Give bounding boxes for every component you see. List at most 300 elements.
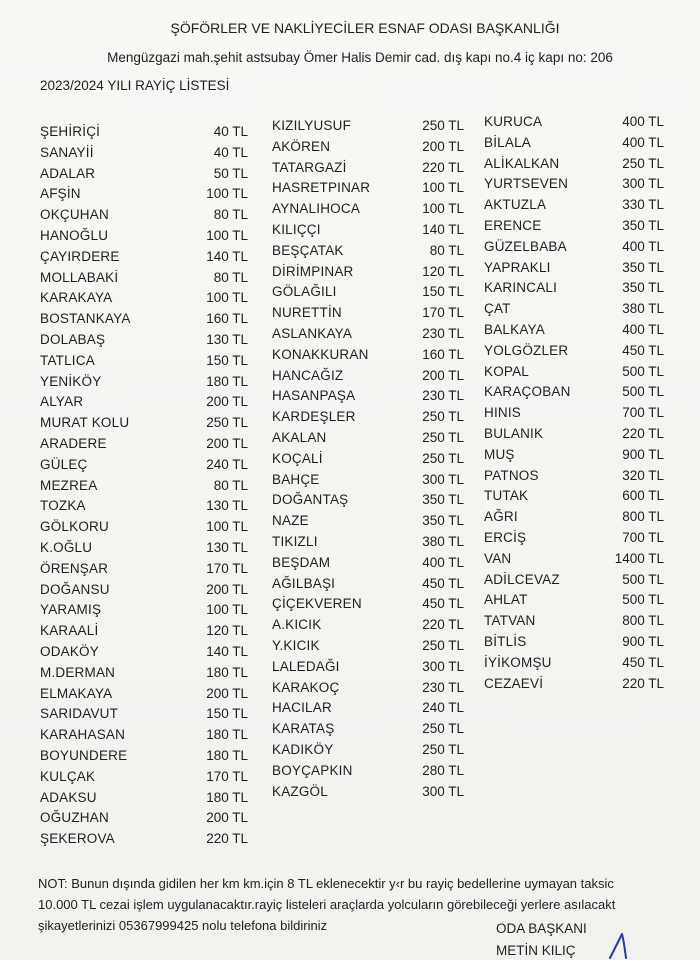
price-row [272, 428, 464, 449]
place-name: YAPRAKLI [484, 259, 551, 275]
price-row [40, 434, 248, 455]
price-row [484, 299, 664, 320]
place-price: 450 TL [422, 575, 464, 591]
place-name: NURETTİN [272, 305, 342, 321]
place-price: 100 TL [206, 602, 248, 618]
place-price: 200 TL [206, 685, 248, 701]
place-price: 100 TL [206, 519, 248, 535]
price-row [484, 195, 664, 216]
place-price: 180 TL [206, 789, 248, 805]
price-row [40, 122, 248, 143]
price-row [40, 205, 248, 226]
place-name: YOLGÖZLER [484, 342, 569, 358]
place-name: ŞEHİRİÇİ [40, 124, 101, 139]
price-row [272, 740, 464, 761]
place-price: 180 TL [206, 373, 248, 389]
place-price: 180 TL [206, 664, 248, 680]
place-name: KULÇAK [40, 768, 96, 784]
place-name: ALİKALKAN [484, 155, 560, 171]
place-price: 140 TL [206, 248, 248, 264]
place-name: BULANIK [484, 425, 544, 441]
price-row [272, 262, 464, 283]
price-row [40, 392, 248, 413]
place-name: TUTAK [484, 488, 529, 504]
price-row [272, 407, 464, 428]
price-row [40, 767, 248, 788]
place-name: ERENCE [484, 217, 542, 233]
place-name: AKÖREN [272, 138, 331, 154]
place-price: 40 TL [213, 144, 248, 160]
price-row [272, 532, 464, 553]
place-price: 330 TL [622, 197, 664, 213]
place-price: 220 TL [206, 831, 248, 847]
place-name: DOLABAŞ [40, 331, 106, 347]
place-name: YENİKÖY [40, 373, 102, 389]
price-row [484, 549, 664, 570]
place-name: HASRETPINAR [272, 180, 371, 196]
price-row [484, 611, 664, 632]
place-price: 350 TL [622, 280, 664, 296]
place-price: 250 TL [422, 741, 464, 757]
place-name: SANAYİİ [40, 144, 94, 160]
place-name: DİRİMPINAR [272, 263, 354, 279]
place-name: LALEDAĞI [272, 658, 340, 674]
place-name: TATARGAZİ [272, 159, 347, 175]
place-price: 300 TL [422, 783, 464, 799]
place-name: YURTSEVEN [484, 176, 569, 192]
place-name: ERCİŞ [484, 529, 527, 545]
place-name: HANOĞLU [40, 227, 109, 243]
price-row [484, 278, 664, 299]
signature-mark-icon [600, 930, 640, 960]
place-price: 400 TL [622, 134, 664, 150]
price-row [40, 455, 248, 476]
place-name: KARAKOÇ [272, 679, 340, 695]
price-row [272, 220, 464, 241]
price-row [484, 590, 664, 611]
place-price: 600 TL [622, 488, 664, 504]
place-name: BEŞÇATAK [272, 242, 344, 258]
place-price: 120 TL [206, 623, 248, 639]
price-row [272, 761, 464, 782]
price-row [40, 788, 248, 809]
signature-name: METİN KILIÇ [496, 943, 576, 958]
place-price: 250 TL [206, 415, 248, 431]
place-name: BALKAYA [484, 321, 545, 337]
place-name: OĞUZHAN [40, 810, 109, 826]
place-name: KARAHASAN [40, 727, 126, 743]
place-name: GÜLEÇ [40, 456, 88, 472]
place-price: 280 TL [422, 762, 464, 778]
signature-title: ODA BAŞKANI [496, 921, 587, 936]
price-row [40, 642, 248, 663]
place-name: PATNOS [484, 467, 539, 483]
price-row [272, 366, 464, 387]
price-row [40, 164, 248, 185]
place-price: 250 TL [422, 409, 464, 425]
place-name: BEŞDAM [272, 554, 331, 570]
price-row [40, 143, 248, 164]
place-name: ADAKSU [40, 789, 97, 805]
place-price: 300 TL [422, 658, 464, 674]
place-name: TATLICA [40, 352, 95, 368]
price-row [40, 413, 248, 434]
place-price: 170 TL [206, 560, 248, 576]
price-row [272, 199, 464, 220]
price-row [40, 580, 248, 601]
place-name: HINIS [484, 405, 522, 421]
price-row [40, 621, 248, 642]
price-column-2 [272, 116, 464, 802]
price-row [272, 324, 464, 345]
place-price: 500 TL [622, 571, 664, 587]
place-price: 140 TL [422, 221, 464, 237]
place-price: 400 TL [422, 554, 464, 570]
price-row [40, 288, 248, 309]
price-row [272, 553, 464, 574]
place-price: 180 TL [206, 747, 248, 763]
place-price: 220 TL [622, 425, 664, 441]
place-name: MEZREA [40, 477, 98, 493]
place-price: 320 TL [622, 467, 664, 483]
place-price: 450 TL [622, 654, 664, 670]
place-name: MURAT KOLU [40, 415, 130, 431]
place-price: 50 TL [213, 165, 248, 181]
place-price: 250 TL [622, 155, 664, 171]
price-row [40, 538, 248, 559]
place-name: AKALAN [272, 429, 327, 445]
price-row [272, 158, 464, 179]
price-row [272, 241, 464, 262]
place-price: 180 TL [206, 727, 248, 743]
price-row [40, 496, 248, 517]
place-price: 350 TL [422, 513, 464, 529]
place-name: AYNALIHOCA [272, 201, 361, 217]
price-row [40, 330, 248, 351]
note-line-3: şikayetlerinizi 05367999425 nolu telefona bildiriniz [38, 918, 328, 933]
price-row [40, 309, 248, 330]
price-row [484, 133, 664, 154]
place-price: 250 TL [422, 118, 464, 133]
price-row [484, 341, 664, 362]
place-price: 100 TL [206, 227, 248, 243]
place-name: BOYÇAPKIN [272, 762, 353, 778]
place-price: 80 TL [213, 477, 248, 493]
place-name: VAN [484, 550, 512, 566]
place-name: KONAKKURAN [272, 346, 369, 362]
price-row [484, 403, 664, 424]
place-name: A.KICIK [272, 617, 322, 633]
place-price: 800 TL [622, 613, 664, 629]
place-price: 150 TL [206, 352, 248, 368]
place-name: AHLAT [484, 592, 528, 608]
price-row [484, 570, 664, 591]
place-name: ÇİÇEKVEREN [272, 596, 362, 612]
place-name: TIKIZLI [272, 533, 318, 549]
place-price: 250 TL [422, 429, 464, 445]
place-name: GÖLAĞILI [272, 284, 337, 300]
place-price: 250 TL [422, 450, 464, 466]
place-name: BAHÇE [272, 471, 320, 487]
place-name: ARADERE [40, 435, 107, 451]
price-row [40, 704, 248, 725]
place-name: KARAALİ [40, 623, 99, 639]
place-name: TATVAN [484, 613, 536, 629]
price-row [40, 663, 248, 684]
place-name: İYİKOMŞU [484, 654, 552, 670]
place-price: 1400 TL [614, 550, 664, 566]
place-price: 100 TL [422, 180, 464, 196]
document-title: ŞÖFÖRLER VE NAKLİYECİLER ESNAF ODASI BAŞKANLIĞI [170, 20, 560, 36]
price-row [40, 184, 248, 205]
place-price: 250 TL [422, 637, 464, 653]
place-price: 100 TL [206, 186, 248, 202]
place-price: 380 TL [422, 533, 464, 549]
place-price: 900 TL [622, 633, 664, 649]
price-row [484, 466, 664, 487]
place-price: 500 TL [622, 384, 664, 400]
place-price: 170 TL [422, 305, 464, 321]
place-price: 130 TL [206, 539, 248, 555]
price-row [272, 615, 464, 636]
price-row [272, 449, 464, 470]
place-name: KIZILYUSUF [272, 118, 352, 133]
place-price: 300 TL [622, 176, 664, 192]
list-heading: 2023/2024 YILI RAYİÇ LİSTESİ [40, 78, 230, 93]
place-price: 140 TL [206, 643, 248, 659]
price-row [40, 746, 248, 767]
place-name: MUŞ [484, 446, 515, 462]
price-column-3 [484, 112, 664, 694]
place-price: 170 TL [206, 768, 248, 784]
price-row [40, 476, 248, 497]
price-row [484, 258, 664, 279]
place-price: 200 TL [422, 138, 464, 154]
price-row [484, 154, 664, 175]
place-price: 80 TL [429, 242, 464, 258]
place-name: HANCAĞIZ [272, 367, 344, 383]
place-price: 400 TL [622, 321, 664, 337]
price-row [272, 303, 464, 324]
place-price: 220 TL [422, 617, 464, 633]
price-column-1 [40, 122, 248, 850]
place-name: KARAÇOBAN [484, 384, 571, 400]
place-name: MOLLABAKİ [40, 269, 119, 285]
place-price: 150 TL [422, 284, 464, 300]
place-name: OKÇUHAN [40, 207, 109, 223]
place-price: 220 TL [422, 159, 464, 175]
price-row [484, 653, 664, 674]
place-price: 200 TL [206, 394, 248, 410]
place-price: 350 TL [622, 217, 664, 233]
place-name: HACILAR [272, 700, 332, 716]
place-name: ŞEKEROVA [40, 831, 115, 847]
price-row [40, 226, 248, 247]
price-row [484, 216, 664, 237]
place-price: 350 TL [622, 259, 664, 275]
place-name: KAZGÖL [272, 783, 328, 799]
place-name: ADALAR [40, 165, 96, 181]
price-row [272, 657, 464, 678]
price-row [40, 351, 248, 372]
price-row [272, 678, 464, 699]
place-price: 230 TL [422, 325, 464, 341]
place-price: 500 TL [622, 592, 664, 608]
place-price: 230 TL [422, 388, 464, 404]
place-name: AKTUZLA [484, 197, 547, 213]
place-price: 240 TL [422, 700, 464, 716]
place-price: 130 TL [206, 498, 248, 514]
place-name: NAZE [272, 513, 309, 529]
place-name: KADIKÖY [272, 741, 334, 757]
place-name: BOSTANKAYA [40, 311, 131, 327]
place-name: DOĞANTAŞ [272, 492, 349, 508]
price-row [484, 445, 664, 466]
price-row [272, 490, 464, 511]
place-price: 700 TL [622, 529, 664, 545]
place-price: 220 TL [622, 675, 664, 691]
place-price: 450 TL [422, 596, 464, 612]
place-name: KILIÇÇI [272, 221, 321, 237]
price-row [272, 511, 464, 532]
place-name: KURUCA [484, 114, 543, 129]
place-price: 40 TL [213, 124, 248, 139]
place-price: 350 TL [422, 492, 464, 508]
price-row [484, 632, 664, 653]
place-name: DOĞANSU [40, 581, 110, 597]
place-price: 240 TL [206, 456, 248, 472]
place-name: YARAMIŞ [40, 602, 102, 618]
place-price: 400 TL [622, 114, 664, 129]
place-name: AĞILBAŞI [272, 575, 336, 591]
place-name: BOYUNDERE [40, 747, 128, 763]
place-name: GÖLKORU [40, 519, 109, 535]
price-row [484, 382, 664, 403]
price-row [272, 178, 464, 199]
place-name: KOÇALİ [272, 450, 323, 466]
price-row [40, 808, 248, 829]
place-price: 300 TL [422, 471, 464, 487]
price-row [40, 517, 248, 538]
price-row [40, 268, 248, 289]
price-row [272, 782, 464, 803]
price-row [484, 362, 664, 383]
price-row [272, 719, 464, 740]
place-name: KARATAŞ [272, 721, 335, 737]
price-row [484, 507, 664, 528]
price-row [272, 345, 464, 366]
place-price: 80 TL [213, 269, 248, 285]
place-name: ADİLCEVAZ [484, 571, 560, 587]
price-row [484, 424, 664, 445]
place-price: 80 TL [213, 207, 248, 223]
place-name: HASANPAŞA [272, 388, 356, 404]
place-price: 160 TL [206, 311, 248, 327]
price-row [484, 486, 664, 507]
place-name: ASLANKAYA [272, 325, 353, 341]
place-name: AFŞİN [40, 186, 81, 202]
price-row [40, 725, 248, 746]
place-price: 800 TL [622, 509, 664, 525]
place-name: AĞRI [484, 509, 518, 525]
place-name: ÇAYIRDERE [40, 248, 120, 264]
address-line: Mengüzgazi mah.şehit astsubay Ömer Halis Demir cad. dış kapı no.4 iç kapı no: 206 [107, 50, 613, 65]
price-row [272, 470, 464, 491]
price-row [484, 174, 664, 195]
place-name: K.OĞLU [40, 539, 93, 555]
price-row [484, 528, 664, 549]
price-row [484, 320, 664, 341]
place-name: GÜZELBABA [484, 238, 567, 254]
place-price: 150 TL [206, 706, 248, 722]
place-price: 450 TL [622, 342, 664, 358]
place-name: KOPAL [484, 363, 530, 379]
place-name: ALYAR [40, 394, 84, 410]
place-price: 700 TL [622, 405, 664, 421]
place-price: 100 TL [422, 201, 464, 217]
place-name: ÇAT [484, 301, 511, 317]
place-name: KARINCALI [484, 280, 558, 296]
place-name: ELMAKAYA [40, 685, 113, 701]
place-name: M.DERMAN [40, 664, 116, 680]
place-price: 200 TL [206, 435, 248, 451]
price-row [272, 636, 464, 657]
price-row [40, 372, 248, 393]
place-price: 250 TL [422, 721, 464, 737]
place-name: KARDEŞLER [272, 409, 356, 425]
place-name: CEZAEVİ [484, 675, 544, 691]
price-row [272, 386, 464, 407]
place-price: 130 TL [206, 331, 248, 347]
place-price: 380 TL [622, 301, 664, 317]
place-price: 200 TL [422, 367, 464, 383]
place-name: SARIDAVUT [40, 706, 119, 722]
price-row [272, 137, 464, 158]
place-price: 160 TL [422, 346, 464, 362]
place-name: BİLALA [484, 134, 531, 150]
place-price: 120 TL [422, 263, 464, 279]
place-price: 100 TL [206, 290, 248, 306]
price-row [272, 116, 464, 137]
price-row [272, 594, 464, 615]
place-name: ÖRENŞAR [40, 560, 109, 576]
price-row [272, 698, 464, 719]
price-row [40, 247, 248, 268]
price-row [40, 684, 248, 705]
price-row [484, 674, 664, 695]
place-name: KARAKAYA [40, 290, 113, 306]
price-row [272, 574, 464, 595]
price-row [40, 829, 248, 850]
price-row [484, 237, 664, 258]
price-row [484, 112, 664, 133]
place-price: 500 TL [622, 363, 664, 379]
place-price: 900 TL [622, 446, 664, 462]
place-name: TOZKA [40, 498, 86, 514]
place-name: BİTLİS [484, 633, 527, 649]
place-price: 400 TL [622, 238, 664, 254]
price-row [40, 559, 248, 580]
note-line-2: 10.000 TL cezai işlem uygulanacaktır.rayiç listeleri araçlarda yolcuların görebileceği yerlere asılacakt [38, 897, 616, 912]
place-name: Y.KICIK [272, 637, 320, 653]
place-name: ODAKÖY [40, 643, 99, 659]
place-price: 230 TL [422, 679, 464, 695]
place-price: 200 TL [206, 810, 248, 826]
note-line-1: NOT: Bunun dışında gidilen her km km.için 8 TL eklenecektir y‹r bu rayiç bedellerine uymayan taksic [38, 876, 614, 891]
price-row [272, 282, 464, 303]
place-price: 200 TL [206, 581, 248, 597]
price-row [40, 600, 248, 621]
